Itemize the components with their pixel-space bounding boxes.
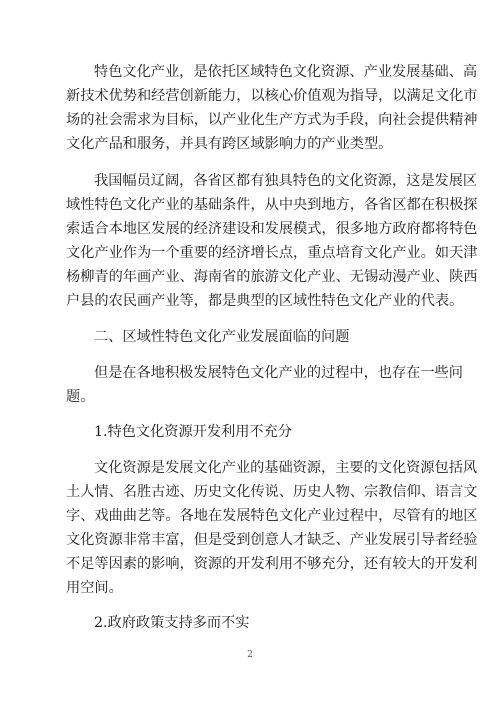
paragraph-line: 杨柳青的年画产业、海南省的旅游文化产业、无锡动漫产业、陕西: [66, 269, 478, 285]
paragraph-line: 土人情、名胜古迹、历史文化传说、历史人物、宗教信仰、语言文: [66, 484, 478, 500]
paragraph-line: 我国幅员辽阔，各省区都有独具特色的文化资源，这是发展区: [94, 173, 478, 189]
paragraph-line: 域性特色文化产业的基础条件，从中央到地方，各省区都在积极探: [66, 197, 478, 213]
paragraph-line: 文化资源是发展文化产业的基础资源，主要的文化资源包括风: [94, 460, 478, 476]
paragraph-line: 特色文化产业，是依托区域特色文化资源、产业发展基础、高: [94, 64, 478, 80]
paragraph-line: 文化产业作为一个重要的经济增长点，重点培育文化产业。如天津: [66, 245, 478, 261]
paragraph-line: 题。: [66, 389, 95, 405]
page-number: 2: [247, 650, 253, 660]
paragraph-line: 户县的农民画产业等，都是典型的区域性特色文化产业的代表。: [66, 293, 464, 309]
paragraph-line: 文化资源非常丰富，但是受到创意人才缺乏、产业发展引导者经验: [66, 532, 478, 548]
section-heading: 二、区域性特色文化产业发展面临的问题: [94, 329, 350, 345]
paragraph-line: 但是在各地积极发展特色文化产业的过程中，也存在一些问: [94, 365, 463, 381]
paragraph-line: 场的社会需求为目标，以产业化生产方式为手段，向社会提供精神: [66, 112, 478, 128]
paragraph-line: 用空间。: [66, 580, 123, 596]
paragraph-line: 字、戏曲曲艺等。各地在发展特色文化产业过程中，尽管有的地区: [66, 508, 478, 524]
subsection-heading: 2.政府政策支持多而不实: [94, 615, 250, 631]
paragraph-line: 索适合本地区发展的经济建设和发展模式，很多地方政府都将特色: [66, 221, 478, 237]
subsection-heading: 1.特色文化资源开发利用不充分: [94, 424, 292, 440]
paragraph-line: 新技术优势和经营创新能力，以核心价值观为指导，以满足文化市: [66, 88, 478, 104]
paragraph-line: 不足等因素的影响，资源的开发利用不够充分，还有较大的开发利: [66, 556, 478, 572]
paragraph-line: 文化产品和服务，并具有跨区域影响力的产业类型。: [66, 136, 393, 152]
